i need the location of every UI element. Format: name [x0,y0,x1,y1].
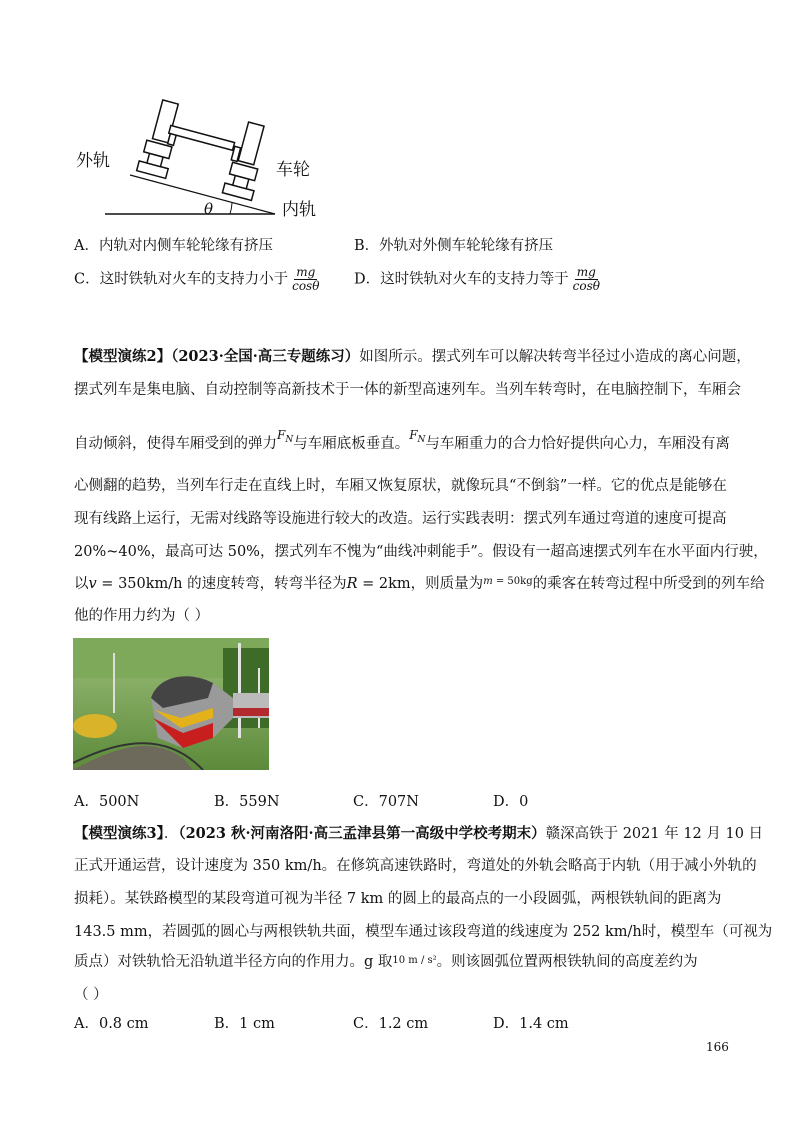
q1-option-d-text: D．这时铁轨对火车的支持力等于 [354,271,569,288]
q3-line-2: 正式开通运营，设计速度为 350 km/h。在修筑高速铁路时，弯道处的外轨会略高于内轨（用于减小外轨的 [74,858,757,874]
q2-source: （2023·全国·高三专题练习） [171,348,360,365]
q2-line-5: 现有线路上运行，无需对线路等设施进行较大的改造。运行实践表明：摆式列车通过弯道的速度可提高 [74,511,727,527]
q1-option-a[interactable]: A．内轨对内侧车轮轮缘有挤压 [74,238,273,254]
mg-over-cos-fraction: $\frac{mg}{\cos\theta}$ [572,265,600,293]
q3-option-a[interactable]: A．0.8 cm [74,1016,149,1032]
q1-option-c-text: C．这时铁轨对火车的支持力小于 [74,271,289,288]
mg-over-cos-fraction: $\frac{mg}{\cos\theta}$ [292,265,320,293]
q3-option-d[interactable]: D．1.4 cm [493,1016,569,1032]
q1-option-d[interactable] [354,266,602,293]
q2-option-a[interactable]: A．500N [74,794,140,810]
q2-option-d[interactable]: D．0 [493,794,529,810]
q3-source: （2023 秋·河南洛阳·高三孟津县第一高级中学校考期末） [178,825,546,842]
q2-option-b[interactable]: B．559N [214,794,280,810]
q1-option-b[interactable]: B．外轨对外侧车轮轮缘有挤压 [354,238,554,254]
q2-line-7: 以v = 350km/h 的速度转弯，转弯半径为R = 2km，则质量为$^m$ $^{= 50kg}$的乘客在转弯过程中所受到的列车给 [74,576,765,592]
fn-symbol: FN [277,428,294,445]
q3-tag: 【模型演练3】 [74,825,164,842]
q1-option-c[interactable] [74,266,321,293]
q3-line-1: 【模型演练3】．（2023 秋·河南洛阳·高三孟津县第一高级中学校考期末）赣深高铁于 2021 年 12 月 10 日 [74,825,764,842]
fn-symbol-2: FN [409,428,426,445]
q3-line-4: 143.5 mm，若圆弧的圆心与两根铁轨共面，模型车通过该段弯道的线速度为 252 km/h时，模型车（可视为 [74,924,773,940]
q2-line-1: 【模型演练2】（2023·全国·高三专题练习）如图所示。摆式列车可以解决转弯半径过小造成的离心问题， [74,348,751,365]
page-number: 166 [706,1040,729,1054]
q3-line-5: 质点）对铁轨恰无沿轨道半径方向的作用力。g 取$^{10 m / s^2}$。则该圆弧位置两根铁轨间的高度差约为 [74,954,698,970]
q2-line-4: 心侧翻的趋势，当列车行走在直线上时，车厢又恢复原状，就像玩具“不倒翁”一样。它的优点是能够在 [74,478,727,494]
q2-line-8: 他的作用力约为（ ） [74,608,210,624]
wheel-label: 车轮 [276,160,310,180]
q3-line-3: 损耗）。某铁路模型的某段弯道可视为半径 7 km 的圆上的最高点的一小段圆弧，两根铁轨间的距离为 [74,891,722,907]
q2-option-c[interactable]: C．707N [353,794,419,810]
q2-line-2: 摆式列车是集电脑、自动控制等高新技术于一体的新型高速列车。当列车转弯时，在电脑控制下，车厢会 [74,382,741,398]
outer-rail-label: 外轨 [76,151,110,171]
q3-option-c[interactable]: C．1.2 cm [353,1016,429,1032]
tilting-train-photo [73,638,269,770]
q2-line-6: 20%~40%，最高可达 50%，摆式列车不愧为“曲线冲刺能手”。假设有一超高速摆式列车在水平面内行驶， [74,544,768,560]
angle-theta-label: θ [204,200,214,218]
q3-option-b[interactable]: B．1 cm [214,1016,275,1032]
q2-line-3: 自动倾斜，使得车厢受到的弹力$^{F_N}$与车厢底板垂直。$^{F_N}$与车厢重力的合力恰好提供向心力，车厢没有离 [74,428,730,452]
inner-rail-label: 内轨 [282,200,316,220]
q2-tag: 【模型演练2】 [74,348,172,365]
q3-line-6: （ ） [74,987,108,1003]
